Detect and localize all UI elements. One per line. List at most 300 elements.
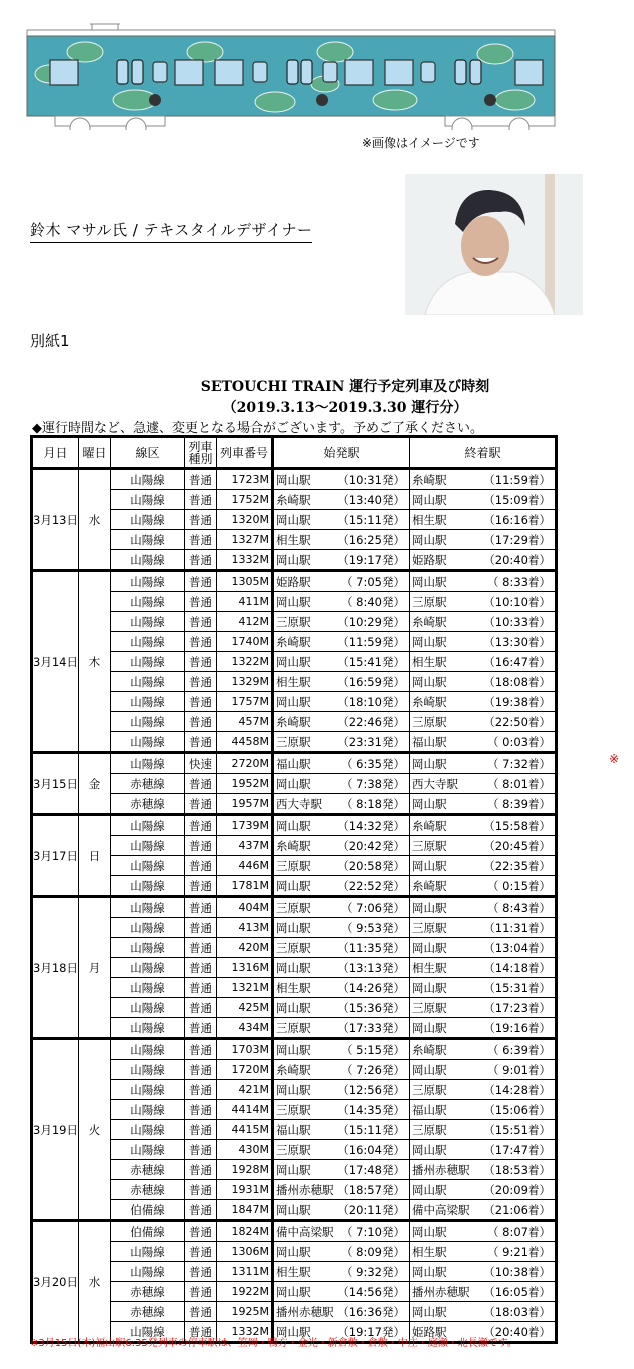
table-row [32, 1140, 557, 1160]
destination-station: 備中高梁駅 [411, 1202, 470, 1217]
train-number-cell: 1931M [216, 1180, 272, 1200]
line-cell: 山陽線 [110, 692, 184, 712]
table-row [32, 815, 557, 836]
weekday-cell: 水 [78, 469, 110, 571]
departure-time: （14:35発） [337, 1102, 405, 1117]
arrival-time: （ 8:33着） [486, 574, 551, 589]
departure-time: （ 7:06発） [340, 900, 405, 915]
origin-station: 糸崎駅 [275, 634, 311, 649]
train-number-cell: 1740M [216, 632, 272, 652]
line-cell: 赤穂線 [110, 1160, 184, 1180]
train-number-cell: 1824M [216, 1221, 272, 1242]
departure-time: （ 5:15発） [340, 1042, 405, 1057]
arrival-time: （14:28着） [483, 1082, 551, 1097]
destination-cell [409, 753, 556, 774]
line-cell: 山陽線 [110, 978, 184, 998]
arrival-time: （15:06着） [483, 1102, 551, 1117]
arrival-time: （10:38着） [483, 1264, 551, 1279]
train-number-cell: 1720M [216, 1060, 272, 1080]
table-row [32, 753, 557, 774]
origin-station: 岡山駅 [275, 776, 311, 791]
origin-cell [272, 1018, 409, 1039]
destination-cell [409, 592, 556, 612]
line-cell: 山陽線 [110, 1140, 184, 1160]
table-row [32, 1282, 557, 1302]
origin-cell [272, 794, 409, 815]
arrival-time: （11:59着） [483, 472, 551, 487]
origin-station: 岡山駅 [275, 512, 311, 527]
destination-cell [409, 1200, 556, 1221]
departure-time: （ 9:32発） [340, 1264, 405, 1279]
arrival-time: （20:40着） [483, 1324, 551, 1339]
origin-station: 岡山駅 [275, 594, 311, 609]
date-cell: 3月18日 [32, 897, 79, 1039]
destination-cell [409, 1140, 556, 1160]
table-row [32, 774, 557, 794]
arrival-time: （10:10着） [483, 594, 551, 609]
table-row [32, 1221, 557, 1242]
train-type-cell: 普通 [184, 469, 216, 490]
departure-time: （ 7:05発） [340, 574, 405, 589]
line-cell: 山陽線 [110, 712, 184, 732]
timetable [30, 435, 558, 1344]
origin-station: 福山駅 [275, 756, 311, 771]
origin-cell [272, 856, 409, 876]
train-type-cell: 普通 [184, 836, 216, 856]
table-row [32, 1039, 557, 1060]
line-cell: 山陽線 [110, 938, 184, 958]
origin-station: 三原駅 [275, 900, 311, 915]
header-destination: 終着駅 [409, 437, 556, 469]
train-type-cell: 普通 [184, 1060, 216, 1080]
line-cell: 山陽線 [110, 732, 184, 753]
departure-time: （ 9:53発） [340, 920, 405, 935]
table-row [32, 1160, 557, 1180]
destination-station: 岡山駅 [411, 532, 447, 547]
weekday-cell: 水 [78, 1221, 110, 1343]
origin-cell [272, 1039, 409, 1060]
train-type-cell: 普通 [184, 1242, 216, 1262]
destination-station: 播州赤穂駅 [411, 1162, 470, 1177]
origin-station: 福山駅 [275, 1122, 311, 1137]
departure-time: （16:36発） [337, 1304, 405, 1319]
departure-time: （20:11発） [337, 1202, 405, 1217]
origin-cell [272, 1242, 409, 1262]
line-cell: 山陽線 [110, 815, 184, 836]
train-number-cell: 1327M [216, 530, 272, 550]
train-type-cell: 普通 [184, 490, 216, 510]
table-row [32, 897, 557, 918]
arrival-time: （16:16着） [483, 512, 551, 527]
origin-cell [272, 1140, 409, 1160]
origin-station: 岡山駅 [275, 920, 311, 935]
line-cell: 山陽線 [110, 998, 184, 1018]
line-cell: 山陽線 [110, 530, 184, 550]
destination-cell [409, 1180, 556, 1200]
train-number-cell: 421M [216, 1080, 272, 1100]
train-number-cell: 1922M [216, 1282, 272, 1302]
destination-station: 岡山駅 [411, 940, 447, 955]
destination-station: 三原駅 [411, 1082, 447, 1097]
line-cell: 山陽線 [110, 918, 184, 938]
destination-cell [409, 978, 556, 998]
train-number-cell: 413M [216, 918, 272, 938]
origin-station: 岡山駅 [275, 694, 311, 709]
table-row [32, 652, 557, 672]
train-type-cell: 普通 [184, 876, 216, 897]
table-row [32, 1060, 557, 1080]
line-cell: 山陽線 [110, 571, 184, 592]
departure-time: （ 7:26発） [340, 1062, 405, 1077]
line-cell: 山陽線 [110, 469, 184, 490]
line-cell: 山陽線 [110, 753, 184, 774]
header-train-type: 列車 種別 [184, 437, 216, 469]
train-number-cell: 4414M [216, 1100, 272, 1120]
line-cell: 山陽線 [110, 876, 184, 897]
train-type-cell: 普通 [184, 794, 216, 815]
train-number-cell: 1311M [216, 1262, 272, 1282]
destination-station: 三原駅 [411, 1122, 447, 1137]
weekday-cell: 金 [78, 753, 110, 815]
train-type-cell: 普通 [184, 712, 216, 732]
destination-station: 岡山駅 [411, 1264, 447, 1279]
destination-cell [409, 530, 556, 550]
arrival-time: （20:45着） [483, 838, 551, 853]
destination-station: 糸崎駅 [411, 472, 447, 487]
origin-cell [272, 998, 409, 1018]
destination-station: 三原駅 [411, 1000, 447, 1015]
train-type-cell: 普通 [184, 1080, 216, 1100]
train-type-cell: 普通 [184, 998, 216, 1018]
destination-station: 岡山駅 [411, 900, 447, 915]
departure-time: （18:10発） [337, 694, 405, 709]
arrival-time: （15:51着） [483, 1122, 551, 1137]
weekday-cell: 月 [78, 897, 110, 1039]
table-row [32, 794, 557, 815]
table-row [32, 571, 557, 592]
origin-cell [272, 1180, 409, 1200]
arrival-time: （18:53着） [483, 1162, 551, 1177]
origin-station: 岡山駅 [275, 1324, 311, 1339]
departure-time: （11:35発） [337, 940, 405, 955]
schedule-period: （2019.3.13～2019.3.30 運行分） [222, 400, 468, 416]
destination-station: 岡山駅 [411, 492, 447, 507]
train-type-cell: 普通 [184, 897, 216, 918]
arrival-time: （17:23着） [483, 1000, 551, 1015]
destination-station: 三原駅 [411, 594, 447, 609]
departure-time: （12:56発） [337, 1082, 405, 1097]
train-type-cell: 快速 [184, 753, 216, 774]
schedule-title: SETOUCHI TRAIN 運行予定列車及び時刻 [200, 379, 490, 395]
arrival-time: （ 8:01着） [486, 776, 551, 791]
train-type-cell: 普通 [184, 1221, 216, 1242]
destination-station: 西大寺駅 [411, 776, 458, 791]
destination-station: 姫路駅 [411, 1324, 447, 1339]
origin-station: 岡山駅 [275, 1244, 311, 1259]
arrival-time: （17:29着） [483, 532, 551, 547]
origin-station: 岡山駅 [275, 1000, 311, 1015]
origin-station: 三原駅 [275, 858, 311, 873]
line-cell: 赤穂線 [110, 1302, 184, 1322]
table-row [32, 469, 557, 490]
arrival-time: （18:08着） [483, 674, 551, 689]
origin-cell [272, 672, 409, 692]
train-type-cell: 普通 [184, 632, 216, 652]
destination-cell [409, 1120, 556, 1140]
destination-cell [409, 856, 556, 876]
destination-cell [409, 836, 556, 856]
arrival-time: （ 0:15着） [486, 878, 551, 893]
train-number-cell: 430M [216, 1140, 272, 1160]
table-row [32, 998, 557, 1018]
weekday-cell: 日 [78, 815, 110, 897]
destination-station: 糸崎駅 [411, 878, 447, 893]
origin-station: 糸崎駅 [275, 1062, 311, 1077]
train-type-cell: 普通 [184, 815, 216, 836]
table-row [32, 1120, 557, 1140]
destination-cell [409, 692, 556, 712]
train-number-cell: 411M [216, 592, 272, 612]
departure-time: （15:11発） [337, 1122, 405, 1137]
origin-cell [272, 1060, 409, 1080]
destination-station: 岡山駅 [411, 858, 447, 873]
train-type-cell: 普通 [184, 958, 216, 978]
train-number-cell: 404M [216, 897, 272, 918]
origin-station: 播州赤穂駅 [275, 1182, 334, 1197]
train-type-cell: 普通 [184, 774, 216, 794]
destination-station: 岡山駅 [411, 980, 447, 995]
origin-cell [272, 490, 409, 510]
departure-time: （ 7:38発） [340, 776, 405, 791]
train-type-cell: 普通 [184, 1180, 216, 1200]
table-header-row [32, 437, 557, 469]
arrival-time: （19:16着） [483, 1020, 551, 1035]
origin-station: 岡山駅 [275, 878, 311, 893]
line-cell: 山陽線 [110, 836, 184, 856]
destination-cell [409, 1100, 556, 1120]
origin-station: 姫路駅 [275, 574, 311, 589]
origin-station: 岡山駅 [275, 818, 311, 833]
arrival-time: （15:31着） [483, 980, 551, 995]
origin-cell [272, 1262, 409, 1282]
line-cell: 山陽線 [110, 1039, 184, 1060]
origin-station: 岡山駅 [275, 1284, 311, 1299]
table-row [32, 1200, 557, 1221]
destination-station: 岡山駅 [411, 674, 447, 689]
train-number-cell: 1928M [216, 1160, 272, 1180]
destination-station: 岡山駅 [411, 756, 447, 771]
train-number-cell: 1739M [216, 815, 272, 836]
weekday-cell: 木 [78, 571, 110, 753]
train-type-cell: 普通 [184, 1039, 216, 1060]
table-row [32, 592, 557, 612]
train-number-cell: 2720M [216, 753, 272, 774]
train-number-cell: 1332M [216, 550, 272, 571]
destination-cell [409, 1080, 556, 1100]
designer-photo [405, 174, 583, 315]
destination-cell [409, 815, 556, 836]
train-type-cell: 普通 [184, 978, 216, 998]
destination-cell [409, 732, 556, 753]
header-origin: 始発駅 [272, 437, 409, 469]
train-type-cell: 普通 [184, 1200, 216, 1221]
destination-station: 岡山駅 [411, 1062, 447, 1077]
line-cell: 山陽線 [110, 632, 184, 652]
train-number-cell: 1847M [216, 1200, 272, 1221]
line-cell: 山陽線 [110, 510, 184, 530]
train-type-cell: 普通 [184, 612, 216, 632]
departure-time: （11:59発） [337, 634, 405, 649]
arrival-time: （ 0:03着） [486, 734, 551, 749]
origin-cell [272, 712, 409, 732]
table-row [32, 612, 557, 632]
line-cell: 山陽線 [110, 1018, 184, 1039]
origin-station: 三原駅 [275, 1102, 311, 1117]
destination-station: 岡山駅 [411, 574, 447, 589]
departure-time: （19:17発） [337, 552, 405, 567]
destination-cell [409, 876, 556, 897]
departure-time: （22:52発） [337, 878, 405, 893]
origin-cell [272, 612, 409, 632]
table-row [32, 876, 557, 897]
table-row [32, 1180, 557, 1200]
departure-time: （ 8:09発） [340, 1244, 405, 1259]
destination-cell [409, 550, 556, 571]
destination-station: 相生駅 [411, 654, 447, 669]
destination-station: 三原駅 [411, 838, 447, 853]
origin-cell [272, 550, 409, 571]
train-number-cell: 1321M [216, 978, 272, 998]
destination-cell [409, 794, 556, 815]
destination-cell [409, 652, 556, 672]
departure-time: （20:42発） [337, 838, 405, 853]
train-type-cell: 普通 [184, 530, 216, 550]
departure-time: （13:40発） [337, 492, 405, 507]
destination-cell [409, 612, 556, 632]
line-cell: 山陽線 [110, 1080, 184, 1100]
date-cell: 3月14日 [32, 571, 79, 753]
arrival-time: （19:38着） [483, 694, 551, 709]
date-cell: 3月17日 [32, 815, 79, 897]
departure-time: （20:58発） [337, 858, 405, 873]
train-number-cell: 1306M [216, 1242, 272, 1262]
table-row [32, 732, 557, 753]
train-type-cell: 普通 [184, 1282, 216, 1302]
origin-cell [272, 732, 409, 753]
train-number-cell: 420M [216, 938, 272, 958]
train-number-cell: 1925M [216, 1302, 272, 1322]
image-caption: ※画像はイメージです [362, 136, 480, 150]
origin-station: 糸崎駅 [275, 492, 311, 507]
arrival-time: （13:04着） [483, 940, 551, 955]
origin-cell [272, 571, 409, 592]
arrival-time: （22:35着） [483, 858, 551, 873]
departure-time: （15:41発） [337, 654, 405, 669]
destination-station: 糸崎駅 [411, 818, 447, 833]
departure-time: （23:31発） [337, 734, 405, 749]
departure-time: （13:13発） [337, 960, 405, 975]
destination-station: 岡山駅 [411, 796, 447, 811]
destination-cell [409, 998, 556, 1018]
destination-station: 三原駅 [411, 920, 447, 935]
origin-station: 三原駅 [275, 1142, 311, 1157]
table-row [32, 836, 557, 856]
origin-cell [272, 1221, 409, 1242]
departure-time: （18:57発） [337, 1182, 405, 1197]
table-row [32, 1080, 557, 1100]
origin-cell [272, 652, 409, 672]
header-weekday: 曜日 [78, 437, 110, 469]
footnote-mark: ※ [609, 752, 620, 766]
departure-time: （17:33発） [337, 1020, 405, 1035]
origin-station: 岡山駅 [275, 1202, 311, 1217]
origin-station: 岡山駅 [275, 1042, 311, 1057]
origin-cell [272, 918, 409, 938]
train-number-cell: 1723M [216, 469, 272, 490]
train-number-cell: 1703M [216, 1039, 272, 1060]
destination-station: 岡山駅 [411, 1142, 447, 1157]
table-row [32, 510, 557, 530]
origin-cell [272, 1120, 409, 1140]
departure-time: （ 8:40発） [340, 594, 405, 609]
table-row [32, 1302, 557, 1322]
departure-time: （ 6:35発） [340, 756, 405, 771]
train-number-cell: 1757M [216, 692, 272, 712]
train-number-cell: 1332M [216, 1322, 272, 1343]
destination-cell [409, 510, 556, 530]
origin-cell [272, 530, 409, 550]
origin-cell [272, 632, 409, 652]
line-cell: 山陽線 [110, 897, 184, 918]
line-cell: 山陽線 [110, 652, 184, 672]
origin-station: 西大寺駅 [275, 796, 322, 811]
departure-time: （14:26発） [337, 980, 405, 995]
arrival-time: （11:31着） [483, 920, 551, 935]
destination-cell [409, 774, 556, 794]
train-type-cell: 普通 [184, 510, 216, 530]
origin-station: 岡山駅 [275, 552, 311, 567]
schedule-notice: ◆運行時間など、急遽、変更となる場合がございます。予めご了承ください。 [32, 421, 483, 436]
line-cell: 山陽線 [110, 856, 184, 876]
table-row [32, 978, 557, 998]
train-type-cell: 普通 [184, 1100, 216, 1120]
destination-station: 岡山駅 [411, 1304, 447, 1319]
destination-station: 福山駅 [411, 1102, 447, 1117]
train-number-cell: 4458M [216, 732, 272, 753]
destination-cell [409, 1282, 556, 1302]
destination-station: 相生駅 [411, 960, 447, 975]
table-row [32, 632, 557, 652]
origin-cell [272, 592, 409, 612]
origin-station: 備中高梁駅 [275, 1224, 334, 1239]
table-row [32, 1018, 557, 1039]
origin-station: 相生駅 [275, 1264, 311, 1279]
origin-station: 糸崎駅 [275, 838, 311, 853]
arrival-time: （21:06着） [483, 1202, 551, 1217]
departure-time: （16:25発） [337, 532, 405, 547]
origin-cell [272, 774, 409, 794]
departure-time: （19:17発） [337, 1324, 405, 1339]
destination-cell [409, 1160, 556, 1180]
table-row [32, 1100, 557, 1120]
arrival-time: （20:40着） [483, 552, 551, 567]
train-number-cell: 1752M [216, 490, 272, 510]
line-cell: 山陽線 [110, 550, 184, 571]
destination-station: 播州赤穂駅 [411, 1284, 470, 1299]
train-type-cell: 普通 [184, 571, 216, 592]
destination-cell [409, 1302, 556, 1322]
line-cell: 山陽線 [110, 490, 184, 510]
